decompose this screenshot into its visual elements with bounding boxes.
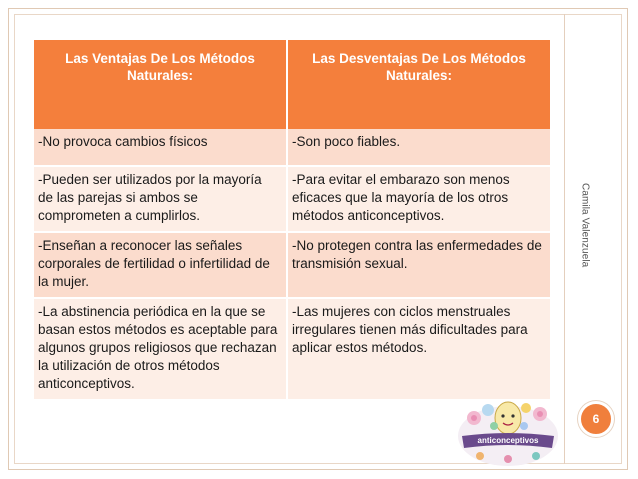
advantage-cell: -Enseñan a reconocer las señales corporales de fertilidad o infertilidad de la mujer. [34, 232, 287, 298]
header-advantages: Las Ventajas De Los Métodos Naturales: [34, 40, 287, 129]
page-number-badge: 6 [578, 401, 614, 437]
disadvantage-cell: -Las mujeres con ciclos menstruales irregulares tienen más dificultades para aplicar estos métodos. [287, 298, 550, 399]
disadvantage-cell: -Son poco fiables. [287, 129, 550, 166]
header-disadvantages: Las Desventajas De Los Métodos Naturales: [287, 40, 550, 129]
table-row [34, 166, 550, 232]
svg-text:anticonceptivos: anticonceptivos [477, 436, 539, 445]
disadvantage-cell: -No protegen contra las enfermedades de transmisión sexual. [287, 232, 550, 298]
table-row [34, 232, 550, 298]
advantage-cell: -Pueden ser utilizados por la mayoría de las parejas si ambos se comprometen a cumplirlos. [34, 166, 287, 232]
table-row [34, 298, 550, 399]
disadvantage-cell: -Para evitar el embarazo son menos eficaces que la mayoría de los otros métodos anticonceptivos. [287, 166, 550, 232]
advantage-cell: -No provoca cambios físicos [34, 129, 287, 166]
advantage-cell: -La abstinencia periódica en la que se basan estos métodos es aceptable para algunos grupos religiosos que rechazan la utilización de otros métodos anticonceptivos. [34, 298, 287, 399]
comparison-table [34, 40, 550, 399]
table-row [34, 129, 550, 166]
anticonceptivos-logo [456, 396, 560, 470]
author-name: Camila Valenzuela [579, 182, 591, 268]
